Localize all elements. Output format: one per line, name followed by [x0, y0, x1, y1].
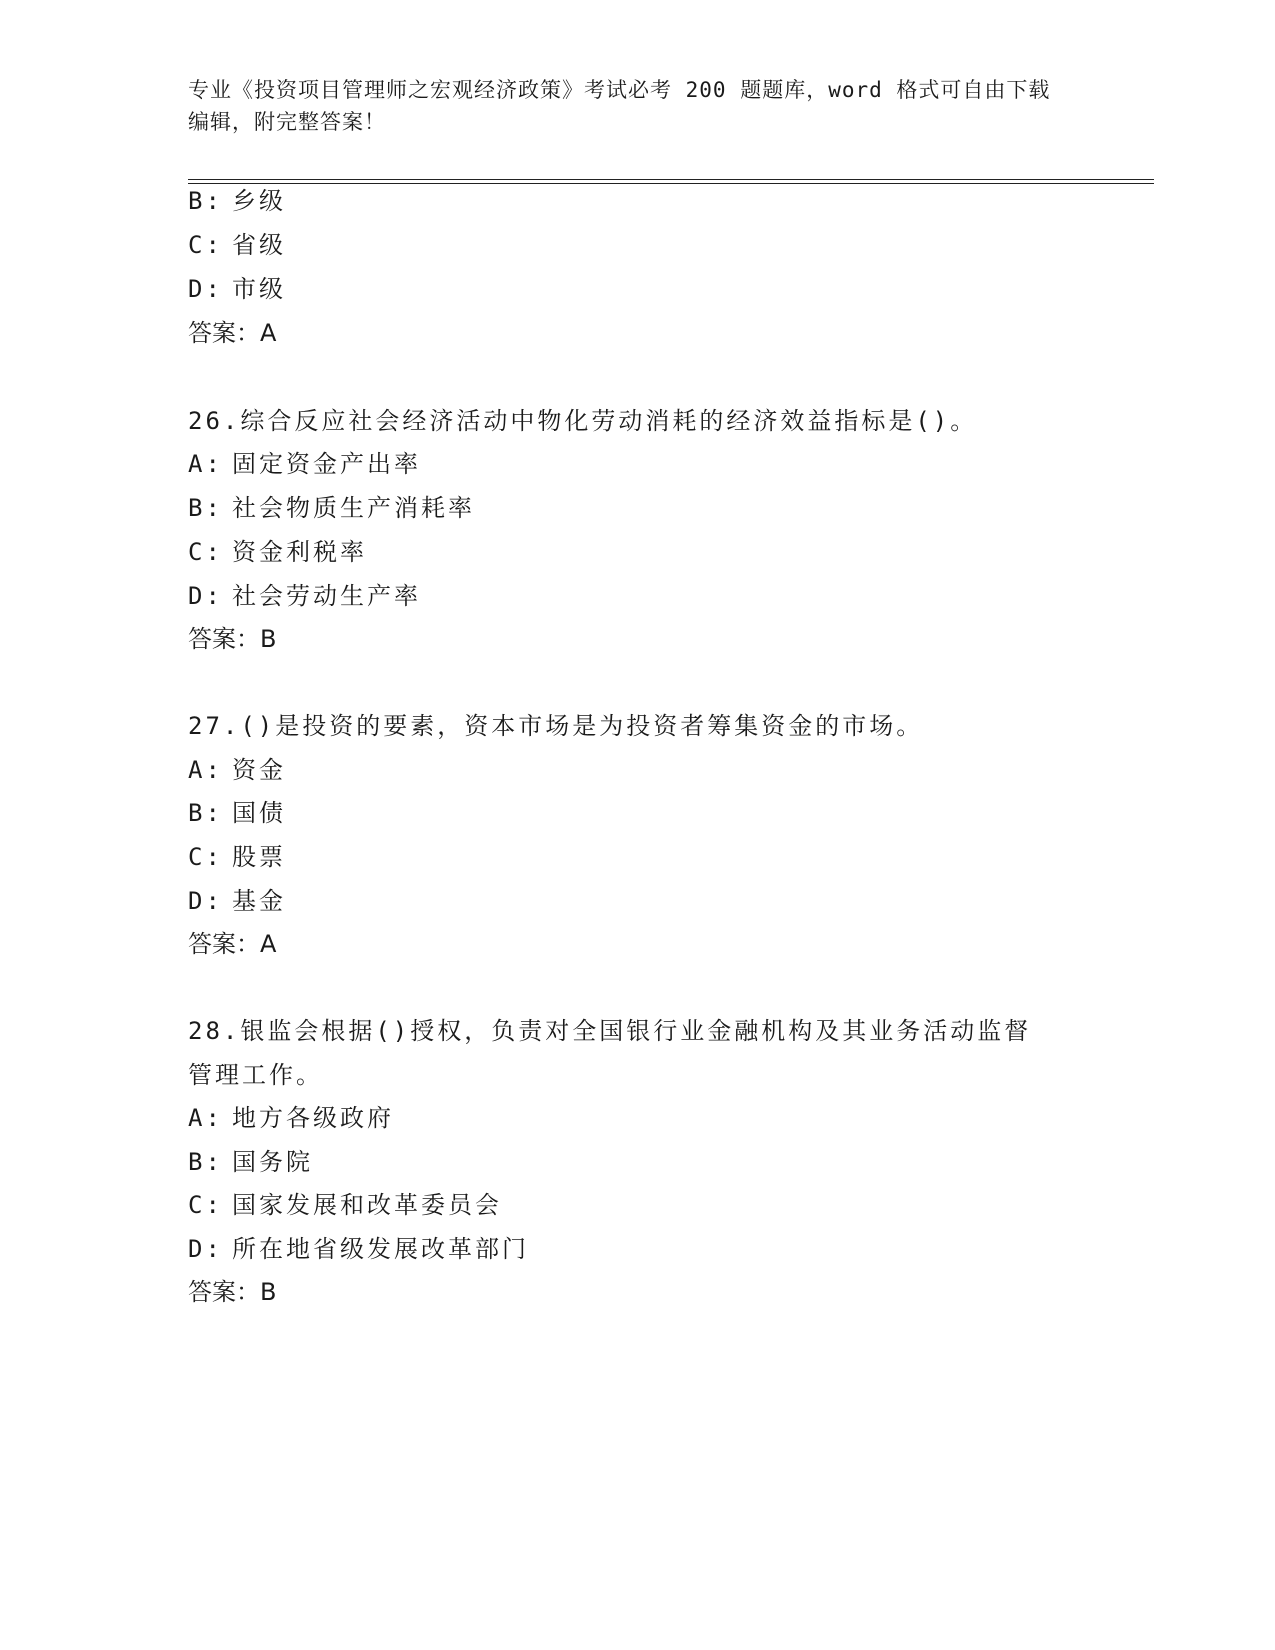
option-letter: B: — [188, 799, 223, 827]
option-text: 国务院 — [232, 1148, 313, 1176]
q27-option-b — [188, 798, 286, 828]
option-text: 固定资金产出率 — [232, 450, 421, 478]
option-text: 地方各级政府 — [232, 1104, 394, 1132]
q28-question-line1: 28.银监会根据()授权，负责对全国银行业金融机构及其业务活动监督 — [188, 1017, 1032, 1045]
q27-option-a — [188, 755, 286, 785]
option-text: 社会劳动生产率 — [232, 582, 421, 610]
option-letter: B: — [188, 1148, 223, 1176]
q27-question: 27.()是投资的要素，资本市场是为投资者筹集资金的市场。 — [188, 712, 924, 740]
option-text: 社会物质生产消耗率 — [232, 494, 475, 522]
q25-option-c — [188, 230, 286, 260]
option-letter: B: — [188, 187, 223, 215]
option-letter: D: — [188, 1235, 223, 1263]
header-rule-top — [188, 179, 1154, 180]
option-letter: C: — [188, 538, 223, 566]
option-text: 资金 — [232, 756, 286, 784]
option-letter: D: — [188, 887, 223, 915]
option-text: 所在地省级发展改革部门 — [232, 1235, 529, 1263]
q28-answer: 答案：B — [188, 1278, 277, 1306]
option-letter: B: — [188, 494, 223, 522]
q26-answer: 答案：B — [188, 625, 277, 653]
q27-answer: 答案：A — [188, 930, 277, 958]
q26-option-d — [188, 581, 421, 611]
q26-option-b — [188, 493, 475, 523]
q28-option-b — [188, 1147, 313, 1177]
option-letter: A: — [188, 1104, 223, 1132]
option-text: 国债 — [232, 799, 286, 827]
option-letter: C: — [188, 843, 223, 871]
q26-option-a — [188, 449, 421, 479]
q28-question-line2: 管理工作。 — [188, 1061, 323, 1089]
header-rule-bottom — [188, 183, 1154, 184]
q28-option-d — [188, 1234, 529, 1264]
option-letter: D: — [188, 582, 223, 610]
option-text: 市级 — [232, 275, 286, 303]
q26-question: 26.综合反应社会经济活动中物化劳动消耗的经济效益指标是()。 — [188, 407, 978, 435]
q28-option-c — [188, 1190, 502, 1220]
q25-option-b — [188, 186, 286, 216]
q25-option-d — [188, 274, 286, 304]
option-text: 资金利税率 — [232, 538, 367, 566]
q27-option-c — [188, 842, 286, 872]
option-text: 省级 — [232, 231, 286, 259]
option-text: 乡级 — [232, 187, 286, 215]
option-letter: D: — [188, 275, 223, 303]
option-letter: A: — [188, 756, 223, 784]
option-letter: A: — [188, 450, 223, 478]
option-letter: C: — [188, 1191, 223, 1219]
option-letter: C: — [188, 231, 223, 259]
q28-option-a — [188, 1103, 394, 1133]
q27-option-d — [188, 886, 286, 916]
option-text: 股票 — [232, 843, 286, 871]
option-text: 基金 — [232, 887, 286, 915]
option-text: 国家发展和改革委员会 — [232, 1191, 502, 1219]
q26-option-c — [188, 537, 367, 567]
document-header: 专业《投资项目管理师之宏观经济政策》考试必考 200 题题库，word 格式可自由下载编辑，附完整答案！ — [188, 78, 1051, 134]
q25-answer: 答案：A — [188, 319, 277, 347]
